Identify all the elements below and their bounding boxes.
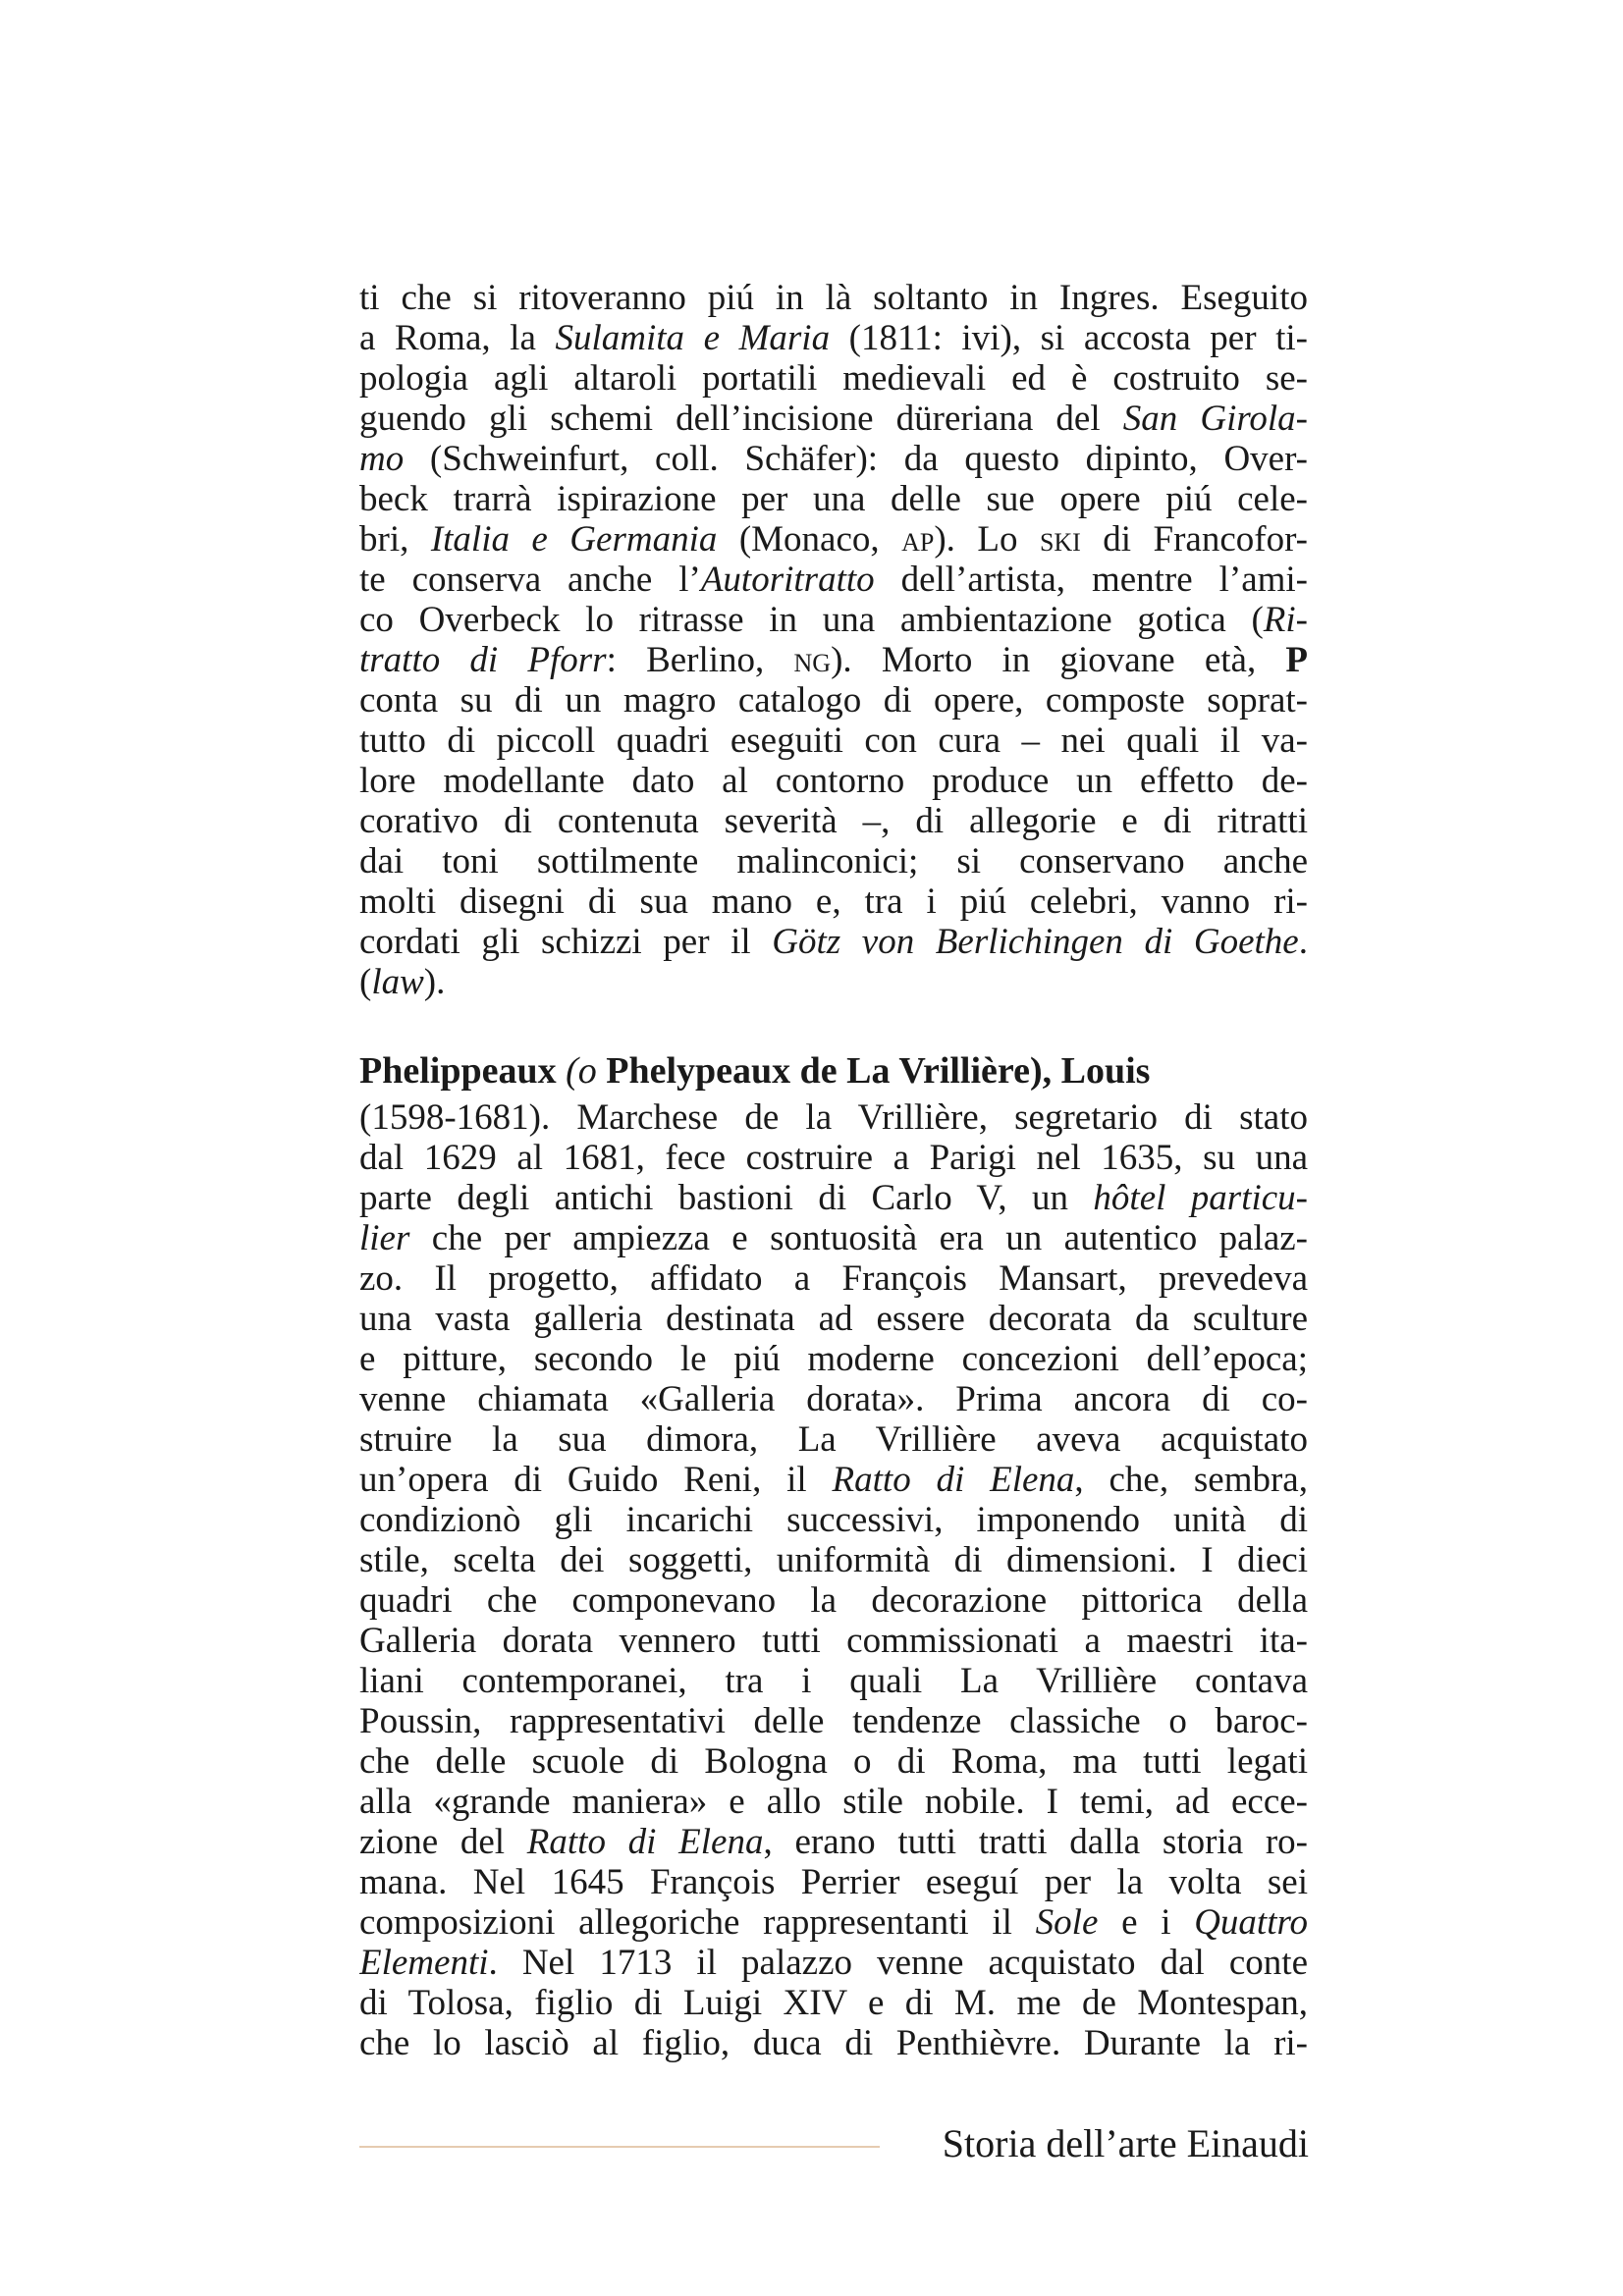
- text-line: e pitture, secondo le piú moderne concezioni dell’epoca;: [359, 1339, 1308, 1379]
- text-line: quadri che componevano la decorazione pittorica della: [359, 1580, 1308, 1621]
- text-line: che lo lasciò al figlio, duca di Penthièvre. Durante la ri-: [359, 2023, 1308, 2063]
- text-line: lore modellante dato al contorno produce un effetto de-: [359, 761, 1308, 801]
- text-line: tutto di piccoll quadri eseguiti con cura – nei quali il va-: [359, 721, 1308, 761]
- text-line: cordati gli schizzi per il Götz von Berlichingen di Goethe.: [359, 922, 1308, 962]
- text-line: Galleria dorata vennero tutti commissionati a maestri ita-: [359, 1621, 1308, 1661]
- text-line: corativo di contenuta severità –, di allegorie e di ritratti: [359, 801, 1308, 841]
- text-line: te conserva anche l’Autoritratto dell’artista, mentre l’ami-: [359, 560, 1308, 600]
- text-line: conta su di un magro catalogo di opere, composte soprat-: [359, 680, 1308, 721]
- text-line: (law).: [359, 962, 446, 1002]
- text-line: un’opera di Guido Reni, il Ratto di Elena, che, sembra,: [359, 1460, 1308, 1500]
- text-line: zo. Il progetto, affidato a François Mansart, prevedeva: [359, 1258, 1308, 1299]
- author-initials: law: [371, 962, 424, 1002]
- text-line: una vasta galleria destinata ad essere decorata da sculture: [359, 1299, 1308, 1339]
- text-line: mo (Schweinfurt, coll. Schäfer): da questo dipinto, Over-: [359, 439, 1308, 479]
- text-line: alla «grande maniera» e allo stile nobile. I temi, ad ecce-: [359, 1782, 1308, 1822]
- text-line: liani contemporanei, tra i quali La Vrillière contava: [359, 1661, 1308, 1701]
- text-line: bri, Italia e Germania (Monaco, ap). Lo ski di Francofor-: [359, 519, 1308, 560]
- text-line: ti che si ritoveranno piú in là soltanto in Ingres. Eseguito: [359, 278, 1308, 318]
- text-line: venne chiamata «Galleria dorata». Prima ancora di co-: [359, 1379, 1308, 1419]
- text-line: Poussin, rappresentativi delle tendenze classiche o baroc-: [359, 1701, 1308, 1741]
- text-line: lier che per ampiezza e sontuosità era un autentico palaz-: [359, 1218, 1308, 1258]
- text-line: co Overbeck lo ritrasse in una ambientazione gotica (Ri-: [359, 600, 1308, 640]
- footer-title: Storia dell’arte Einaudi: [942, 2121, 1309, 2165]
- text-line: dal 1629 al 1681, fece costruire a Parigi nel 1635, su una: [359, 1138, 1308, 1178]
- text-line: (1598-1681). Marchese de la Vrillière, segretario di stato: [359, 1097, 1308, 1138]
- text-line: guendo gli schemi dell’incisione düreriana del San Girola-: [359, 399, 1308, 439]
- text-line: tratto di Pforr: Berlino, ng). Morto in giovane età, P: [359, 640, 1308, 680]
- text-line: struire la sua dimora, La Vrillière aveva acquistato: [359, 1419, 1308, 1460]
- entry-heading: Phelippeaux (o Phelypeaux de La Vrillière), Louis: [359, 1050, 1151, 1092]
- text-line: stile, scelta dei soggetti, uniformità di dimensioni. I dieci: [359, 1540, 1308, 1580]
- footer-divider: [359, 2146, 880, 2148]
- text-line: condizionò gli incarichi successivi, imponendo unità di: [359, 1500, 1308, 1540]
- text-line: mana. Nel 1645 François Perrier eseguí per la volta sei: [359, 1862, 1308, 1902]
- text-line: di Tolosa, figlio di Luigi XIV e di M. me de Montespan,: [359, 1983, 1308, 2023]
- text-line: a Roma, la Sulamita e Maria (1811: ivi), si accosta per ti-: [359, 318, 1308, 358]
- text-line: composizioni allegoriche rappresentanti il Sole e i Quattro: [359, 1902, 1308, 1943]
- text-line: che delle scuole di Bologna o di Roma, ma tutti legati: [359, 1741, 1308, 1782]
- text-line: parte degli antichi bastioni di Carlo V, un hôtel particu-: [359, 1178, 1308, 1218]
- text-line: beck trarrà ispirazione per una delle sue opere piú cele-: [359, 479, 1308, 519]
- text-line: dai toni sottilmente malinconici; si conservano anche: [359, 841, 1308, 881]
- text-line: molti disegni di sua mano e, tra i piú celebri, vanno ri-: [359, 881, 1308, 922]
- text-line: Elementi. Nel 1713 il palazzo venne acquistato dal conte: [359, 1943, 1308, 1983]
- text-line: zione del Ratto di Elena, erano tutti tratti dalla storia ro-: [359, 1822, 1308, 1862]
- text-line: pologia agli altaroli portatili medievali ed è costruito se-: [359, 358, 1308, 399]
